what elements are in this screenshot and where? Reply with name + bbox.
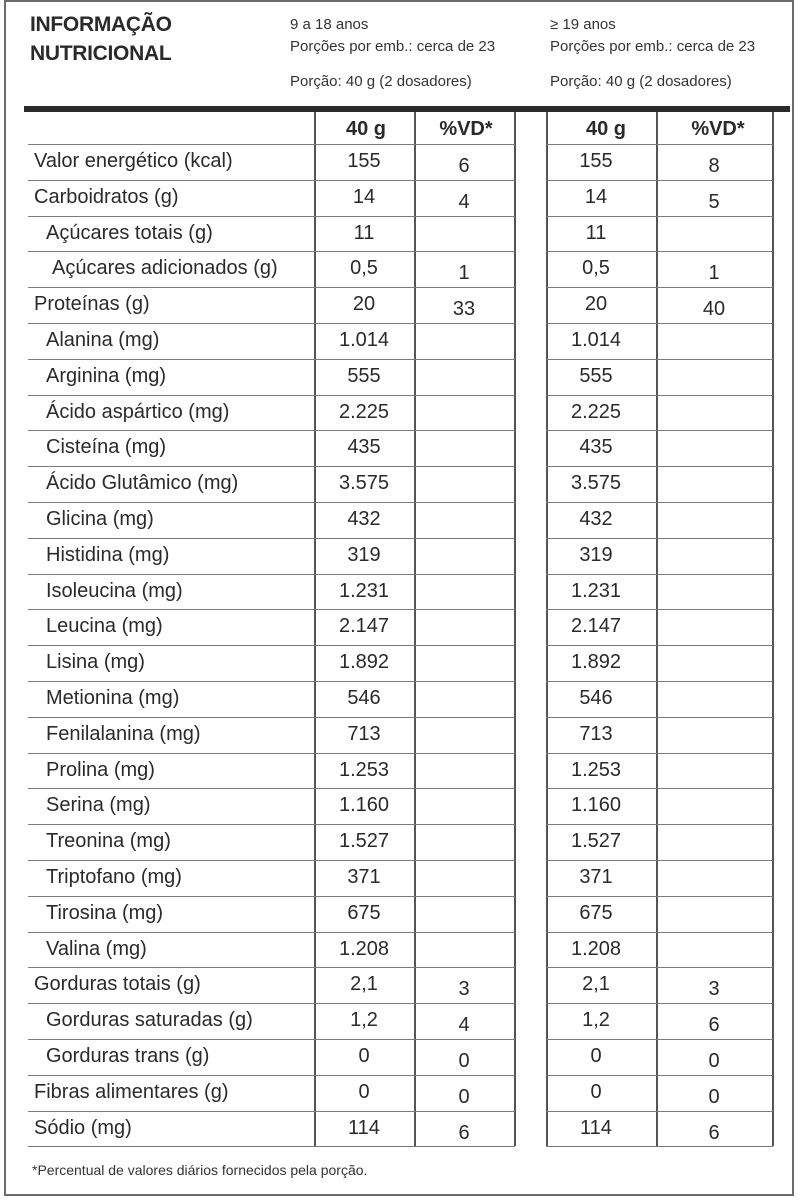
row-line [546,860,773,861]
group-servings: Porções por emb.: cerca de 23 [290,38,496,55]
vd-adult-cell: 40 [702,298,726,321]
nutrient-label: Fenilalanina (mg) [46,722,201,745]
vd-youth-cell: 4 [458,190,470,213]
row-line [28,430,515,431]
row-line [28,216,515,217]
row-line [546,323,773,324]
amount-youth-cell: 1.231 [338,579,390,602]
amount-adult-cell: 432 [579,508,613,530]
nutrient-label: Prolina (mg) [46,758,155,781]
table-row [0,830,800,860]
row-line [28,144,515,145]
header-amount-youth: 40 g [345,118,387,140]
amount-adult-cell: 1.527 [570,830,622,853]
row-line [28,323,515,324]
amount-youth-cell: 0 [358,1045,370,1067]
table-row [0,472,800,502]
row-line [28,896,515,897]
row-line [28,645,515,646]
row-line [28,967,515,968]
amount-adult-cell: 0 [590,1045,602,1067]
row-line [28,860,515,861]
amount-adult-cell: 319 [579,543,613,566]
row-line [546,753,773,754]
row-line [546,824,773,825]
amount-adult-cell: 1.892 [570,651,622,674]
amount-adult-cell: 114 [580,1116,612,1139]
table-row [0,186,800,216]
nutrient-label: Cisteína (mg) [46,436,167,459]
vd-adult-cell: 3 [708,978,720,1001]
amount-adult-cell: 1.253 [570,758,622,781]
group-portion: Porção: 40 g (2 dosadores) [290,73,472,90]
row-line [28,466,515,467]
row-line [546,1075,773,1076]
amount-adult-cell: 1.014 [570,329,622,351]
row-line [546,609,773,610]
table-row [0,1009,800,1039]
table-row [0,150,800,180]
table-row [0,1081,800,1111]
vd-adult-cell: 0 [708,1050,720,1072]
nutrient-label: Tirosina (mg) [46,901,164,924]
table-row [0,293,800,323]
nutrient-label: Gorduras trans (g) [46,1045,210,1067]
row-line [28,824,515,825]
nutrient-label: Ácido aspártico (mg) [46,400,230,423]
nutrient-label: Histidina (mg) [46,543,170,566]
amount-youth-cell: 546 [347,687,381,709]
table-row [0,794,800,824]
amount-adult-cell: 1.231 [570,579,622,602]
amount-adult-cell: 3.575 [570,472,622,495]
title-line-1: INFORMAÇÃO [30,13,172,36]
row-line [28,1075,515,1076]
amount-adult-cell: 155 [579,150,613,172]
row-line [28,1039,515,1040]
table-row [0,1045,800,1075]
table-row [0,365,800,395]
vd-youth-cell: 3 [458,978,470,1001]
row-line [546,574,773,575]
amount-adult-cell: 1,2 [582,1009,610,1032]
amount-youth-cell: 1,2 [350,1009,378,1032]
nutrient-label: Metionina (mg) [46,687,180,709]
nutrient-label: Valina (mg) [46,937,147,960]
group-age: ≥ 19 anos [550,16,616,33]
amount-adult-cell: 11 [585,221,607,244]
row-line [546,144,773,145]
table-row [0,866,800,896]
amount-youth-cell: 555 [347,364,381,387]
vd-youth-cell: 33 [452,298,476,321]
table-row [0,436,800,466]
amount-youth-cell: 2.225 [338,400,390,423]
group-age: 9 a 18 anos [290,16,369,33]
nutrient-label: Alanina (mg) [46,329,160,351]
amount-youth-cell: 2,1 [350,973,378,996]
nutrient-label: Açúcares adicionados (g) [52,257,278,280]
row-line [28,932,515,933]
amount-youth-cell: 675 [347,901,381,924]
vd-youth-cell: 6 [458,155,470,177]
table-row [0,544,800,574]
nutrient-label: Valor energético (kcal) [34,150,233,172]
nutrient-label: Ácido Glutâmico (mg) [46,472,239,495]
table-row [0,580,800,610]
row-line [28,180,515,181]
amount-youth-cell: 1.014 [338,329,390,351]
table-row [0,508,800,538]
row-line [546,681,773,682]
row-line [546,717,773,718]
table-row [0,615,800,645]
row-line [28,538,515,539]
header-amount-adult: 40 g [585,118,627,140]
amount-youth-cell: 1.253 [338,758,390,781]
table-row [0,973,800,1003]
header-vd-adult: %VD* [691,118,745,140]
nutrient-label: Gorduras saturadas (g) [46,1009,253,1032]
nutrient-label: Arginina (mg) [46,364,167,387]
row-line [28,717,515,718]
amount-youth-cell: 3.575 [338,472,390,495]
header-vd-youth: %VD* [439,118,493,140]
amount-adult-cell: 675 [579,901,613,924]
nutrient-label: Glicina (mg) [46,508,154,530]
vd-youth-cell: 0 [458,1085,470,1108]
amount-youth-cell: 371 [347,866,381,888]
amount-adult-cell: 1.208 [570,937,622,960]
amount-youth-cell: 713 [347,722,381,745]
row-line [546,251,773,252]
row-line [546,1111,773,1112]
table-row [0,759,800,789]
row-line [28,287,515,288]
nutrient-label: Serina (mg) [46,794,151,817]
table-row [0,1117,800,1147]
row-line [546,1003,773,1004]
row-line [546,1146,773,1147]
amount-adult-cell: 2,1 [582,973,610,996]
amount-youth-cell: 114 [348,1116,380,1139]
row-line [546,216,773,217]
amount-adult-cell: 0 [590,1080,602,1103]
row-line [28,574,515,575]
table-row [0,723,800,753]
amount-youth-cell: 432 [347,508,381,530]
amount-youth-cell: 2.147 [338,615,390,638]
group-portion: Porção: 40 g (2 dosadores) [550,73,732,90]
amount-youth-cell: 20 [352,293,376,316]
nutrient-label: Carboidratos (g) [34,185,179,208]
amount-youth-cell: 1.892 [338,651,390,674]
row-line [546,502,773,503]
vd-adult-cell: 6 [708,1121,720,1144]
row-line [28,681,515,682]
table-row [0,651,800,681]
vd-adult-cell: 6 [708,1014,720,1037]
amount-youth-cell: 155 [347,150,381,172]
table-row [0,329,800,359]
row-line [28,609,515,610]
amount-adult-cell: 14 [584,185,608,208]
title-line-2: NUTRICIONAL [30,42,172,65]
row-line [546,180,773,181]
amount-adult-cell: 20 [584,293,608,316]
amount-youth-cell: 11 [353,221,375,244]
row-line [28,1146,515,1147]
nutrient-label: Isoleucina (mg) [46,579,183,602]
row-line [546,538,773,539]
table-row [0,938,800,968]
table-row [0,222,800,252]
vd-adult-cell: 1 [708,262,720,285]
nutrient-label: Treonina (mg) [46,830,171,853]
amount-youth-cell: 1.208 [338,937,390,960]
nutrient-label: Gorduras totais (g) [34,973,201,996]
row-line [546,430,773,431]
nutrient-label: Leucina (mg) [46,615,163,638]
amount-youth-cell: 0,5 [350,257,378,280]
nutrient-label: Triptofano (mg) [46,866,182,888]
vd-adult-cell: 0 [708,1085,720,1108]
vd-adult-cell: 5 [708,190,720,213]
row-line [546,967,773,968]
vd-youth-cell: 4 [458,1014,470,1037]
vd-youth-cell: 1 [458,262,470,285]
nutrient-label: Sódio (mg) [34,1116,132,1139]
row-line [28,753,515,754]
amount-youth-cell: 1.160 [338,794,390,817]
amount-youth-cell: 319 [347,543,381,566]
nutrient-label: Fibras alimentares (g) [34,1080,229,1103]
row-line [546,1039,773,1040]
row-line [28,788,515,789]
table-row [0,687,800,717]
vd-youth-cell: 6 [458,1121,470,1144]
row-line [28,395,515,396]
row-line [28,502,515,503]
row-line [546,395,773,396]
amount-adult-cell: 2.225 [570,400,622,423]
footnote: *Percentual de valores diários fornecidos pela porção. [32,1162,368,1178]
vd-adult-cell: 8 [708,155,720,177]
amount-adult-cell: 0,5 [582,257,610,280]
table-row [0,902,800,932]
table-row [0,257,800,287]
row-line [546,287,773,288]
nutrient-label: Açúcares totais (g) [46,221,213,244]
nutrient-label: Lisina (mg) [46,651,145,674]
amount-youth-cell: 435 [347,436,381,459]
row-line [28,1111,515,1112]
row-line [546,896,773,897]
row-line [28,251,515,252]
amount-youth-cell: 1.527 [338,830,390,853]
amount-adult-cell: 713 [579,722,613,745]
amount-youth-cell: 0 [358,1080,370,1103]
amount-adult-cell: 1.160 [570,794,622,817]
row-line [546,466,773,467]
vd-youth-cell: 0 [458,1050,470,1072]
group-servings: Porções por emb.: cerca de 23 [550,38,756,55]
row-line [28,359,515,360]
amount-adult-cell: 435 [579,436,613,459]
amount-adult-cell: 2.147 [570,615,622,638]
nutrient-label: Proteínas (g) [34,293,150,316]
row-line [546,932,773,933]
amount-adult-cell: 546 [579,687,613,709]
amount-youth-cell: 14 [352,185,376,208]
amount-adult-cell: 555 [579,364,613,387]
amount-adult-cell: 371 [579,866,613,888]
row-line [28,1003,515,1004]
row-line [546,645,773,646]
row-line [546,359,773,360]
row-line [546,788,773,789]
table-row [0,401,800,431]
